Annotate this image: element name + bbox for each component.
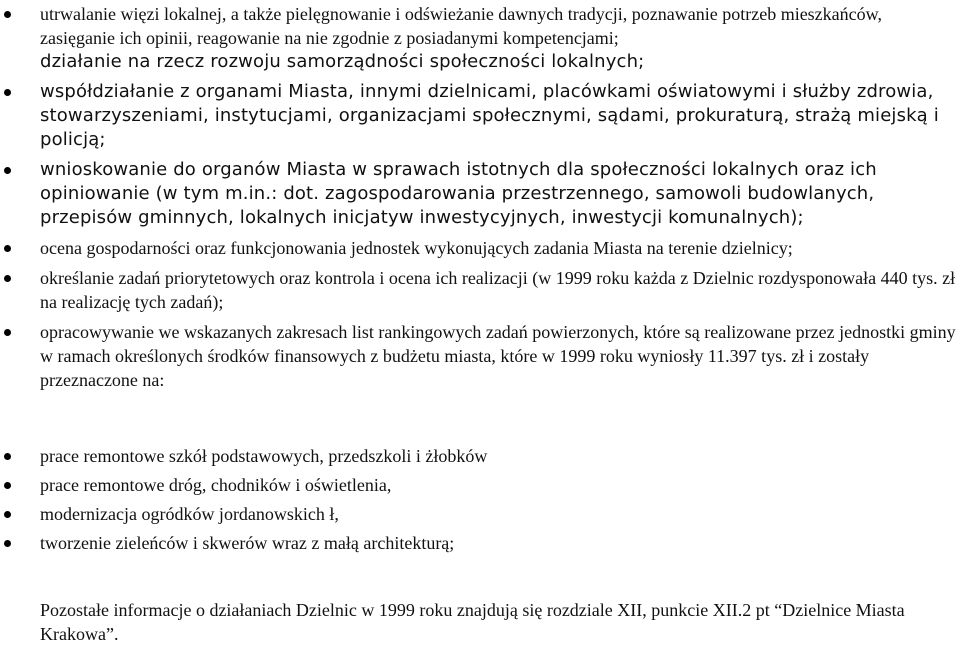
list-item — [0, 2, 956, 50]
list-item — [0, 158, 956, 230]
bullet-icon — [4, 245, 11, 252]
list-item — [0, 266, 956, 314]
bullet-icon — [4, 482, 11, 489]
bullet-icon — [4, 167, 11, 174]
list-item-text: działanie na rzecz rozwoju samorządności społeczności lokalnych; — [40, 51, 645, 72]
list-item — [0, 80, 956, 152]
list-item-text: opracowywanie we wskazanych zakresach list rankingowych zadań powierzonych, które są realizowane przez jednostki gminy w ramach określonych środków finansowych z budżetu miasta, które w 1999 roku wyniosły 11.397 tys. zł i zostały przeznaczone na: — [40, 322, 956, 390]
list-item-text: prace remontowe szkół podstawowych, przedszkoli i żłobków — [40, 446, 488, 466]
list-item-text: modernizacja ogródków jordanowskich ł, — [40, 504, 339, 524]
bullet-icon — [4, 329, 11, 336]
list-item-text: prace remontowe dróg, chodników i oświetlenia, — [40, 475, 392, 495]
list-item — [0, 502, 956, 526]
list-item-text: utrwalanie więzi lokalnej, a także pielęgnowanie i odświeżanie dawnych tradycji, poznawanie potrzeb mieszkańców, zasięganie ich opinii, reagowanie na nie zgodnie z posiadanymi kompetencjami; — [40, 4, 882, 48]
list-item-text: określanie zadań priorytetowych oraz kontrola i ocena ich realizacji (w 1999 roku każda z Dzielnic rozdysponowała 440 tys. zł na realizację tych zadań); — [40, 268, 956, 312]
list-item-text: ocena gospodarności oraz funkcjonowania jednostek wykonujących zadania Miasta na terenie dzielnicy; — [40, 238, 793, 258]
bullet-icon — [4, 89, 11, 96]
list-item — [0, 236, 956, 260]
bullet-icon — [4, 11, 11, 18]
list-item-text: tworzenie zieleńców i skwerów wraz z małą architekturą; — [40, 533, 455, 553]
list-item — [0, 50, 956, 74]
renovation-list — [0, 444, 956, 560]
footer-note: Pozostałe informacje o działaniach Dzielnic w 1999 roku znajdują się rozdziale XII, punkcie XII.2 pt “Dzielnice Miasta Krakowa”. — [40, 600, 905, 644]
bullet-icon — [4, 511, 11, 518]
bullet-icon — [4, 275, 11, 282]
list-item — [0, 444, 956, 468]
list-item — [0, 531, 956, 555]
list-item-text: wnioskowanie do organów Miasta w sprawach istotnych dla społeczności lokalnych oraz ich opiniowanie (w tym m.in.: dot. zagospodarowania przestrzennego, samowoli budowlanych, przepisów gminnych, lokalnych inicjatyw inwestycyjnych, inwestycji komunalnych); — [40, 159, 877, 228]
list-item — [0, 473, 956, 497]
bullet-icon — [4, 540, 11, 547]
list-item — [0, 320, 956, 392]
list-item-text: współdziałanie z organami Miasta, innymi dzielnicami, placówkami oświatowymi i służby zdrowia, stowarzyszeniami, instytucjami, organizacjami społecznymi, sądami, prokuraturą, strażą miejską i policją; — [40, 81, 939, 150]
tasks-list — [0, 2, 956, 398]
bullet-icon — [4, 453, 11, 460]
